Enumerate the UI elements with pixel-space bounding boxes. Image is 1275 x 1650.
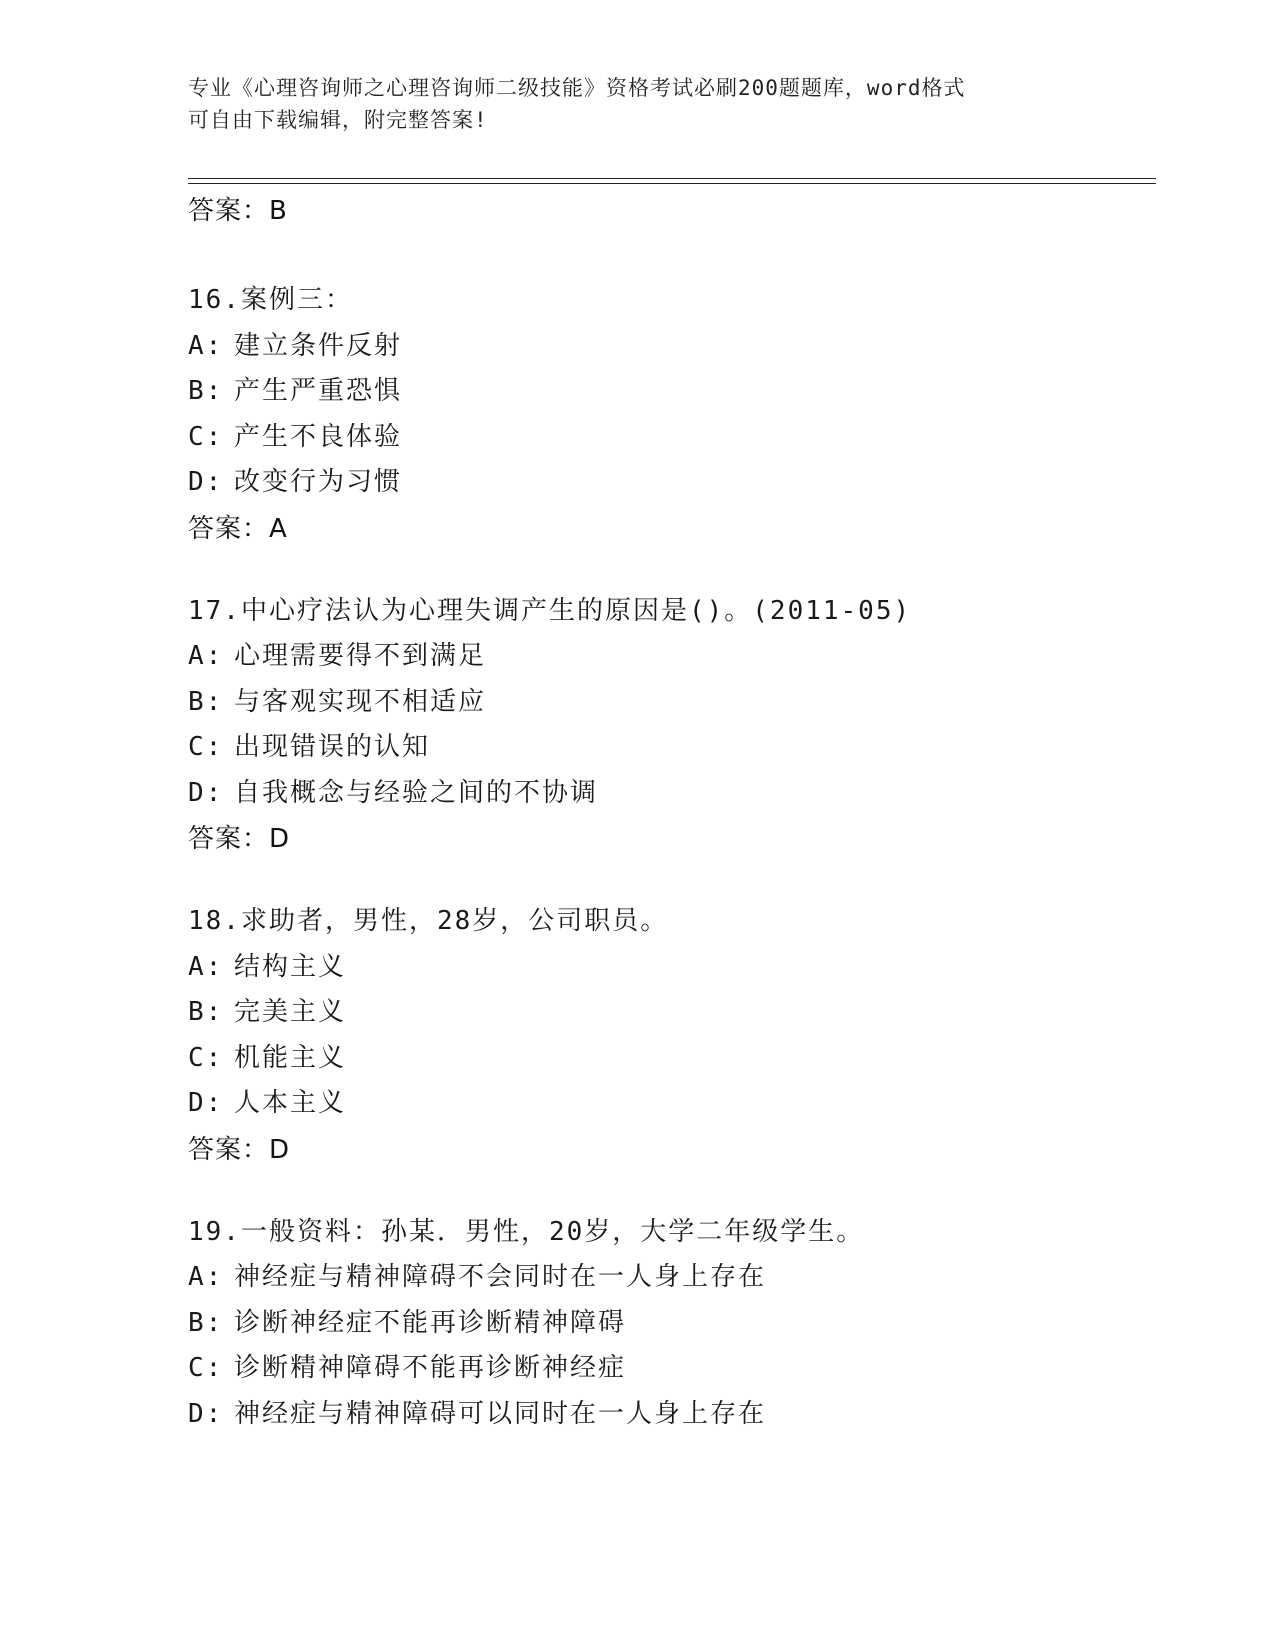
option-text: 产生不良体验 <box>234 421 403 452</box>
document-header <box>188 72 1088 136</box>
question-17 <box>188 589 1148 863</box>
header-divider-top <box>188 178 1156 179</box>
option-b <box>188 990 1148 1036</box>
option-c <box>188 415 1148 461</box>
spacer <box>188 552 1148 589</box>
header-line-1: 专业《心理咨询师之心理咨询师二级技能》资格考试必刷200题题库，word格式 <box>188 76 966 100</box>
document-body <box>188 188 1148 1437</box>
option-text: 与客观实现不相适应 <box>234 686 487 717</box>
option-text: 出现错误的认知 <box>234 732 431 762</box>
option-d <box>188 771 1148 817</box>
option-text: 建立条件反射 <box>234 330 403 361</box>
option-letter: D: <box>188 777 224 808</box>
question-stem: 17.中心疗法认为心理失调产生的原因是()。(2011-05) <box>188 595 912 626</box>
option-letter: C: <box>188 1042 224 1073</box>
option-c <box>188 1346 1148 1392</box>
question-16 <box>188 278 1148 552</box>
option-letter: D: <box>188 1088 224 1118</box>
option-letter: B: <box>188 686 224 717</box>
option-letter: B: <box>188 376 224 406</box>
option-text: 诊断精神障碍不能再诊断神经症 <box>234 1353 627 1383</box>
option-d <box>188 460 1148 506</box>
option-a <box>188 634 1148 680</box>
spacer <box>188 234 1148 278</box>
option-letter: A: <box>188 1262 224 1292</box>
option-letter: C: <box>188 732 224 762</box>
option-b <box>188 1301 1148 1347</box>
option-letter: C: <box>188 421 224 452</box>
option-letter: A: <box>188 330 224 361</box>
header-line-2: 可自由下载编辑，附完整答案! <box>188 108 488 132</box>
option-text: 产生严重恐惧 <box>234 376 403 406</box>
answer-line: 答案：D <box>188 1134 291 1165</box>
option-d <box>188 1081 1148 1127</box>
option-d <box>188 1392 1148 1438</box>
option-text: 神经症与精神障碍不会同时在一人身上存在 <box>234 1262 767 1292</box>
question-stem: 18.求助者，男性，28岁，公司职员。 <box>188 906 669 936</box>
option-text: 诊断神经症不能再诊断精神障碍 <box>234 1307 627 1338</box>
option-text: 神经症与精神障碍可以同时在一人身上存在 <box>234 1398 767 1429</box>
option-letter: C: <box>188 1353 224 1383</box>
spacer <box>188 1173 1148 1210</box>
answer-line: 答案：A <box>188 513 288 544</box>
question-18 <box>188 899 1148 1173</box>
option-letter: B: <box>188 1307 224 1338</box>
question-stem: 19.一般资料：孙某．男性，20岁，大学二年级学生。 <box>188 1216 865 1247</box>
header-divider-bottom <box>188 183 1156 184</box>
option-c <box>188 1036 1148 1082</box>
answer-line: 答案：B <box>188 196 288 226</box>
option-a <box>188 945 1148 991</box>
option-text: 心理需要得不到满足 <box>234 641 487 671</box>
option-a <box>188 1255 1148 1301</box>
option-letter: A: <box>188 641 224 671</box>
option-text: 完美主义 <box>234 997 347 1027</box>
option-text: 改变行为习惯 <box>234 467 403 497</box>
option-text: 结构主义 <box>234 951 347 982</box>
option-b <box>188 369 1148 415</box>
option-letter: A: <box>188 951 224 982</box>
option-a <box>188 324 1148 370</box>
option-text: 人本主义 <box>234 1088 347 1118</box>
option-letter: D: <box>188 1398 224 1429</box>
option-b <box>188 680 1148 726</box>
answer-line: 答案：D <box>188 824 291 854</box>
option-text: 自我概念与经验之间的不协调 <box>234 777 599 808</box>
option-letter: B: <box>188 997 224 1027</box>
option-letter: D: <box>188 467 224 497</box>
option-text: 机能主义 <box>234 1042 347 1073</box>
option-c <box>188 725 1148 771</box>
question-19 <box>188 1210 1148 1438</box>
spacer <box>188 862 1148 899</box>
question-stem: 16.案例三： <box>188 285 353 315</box>
